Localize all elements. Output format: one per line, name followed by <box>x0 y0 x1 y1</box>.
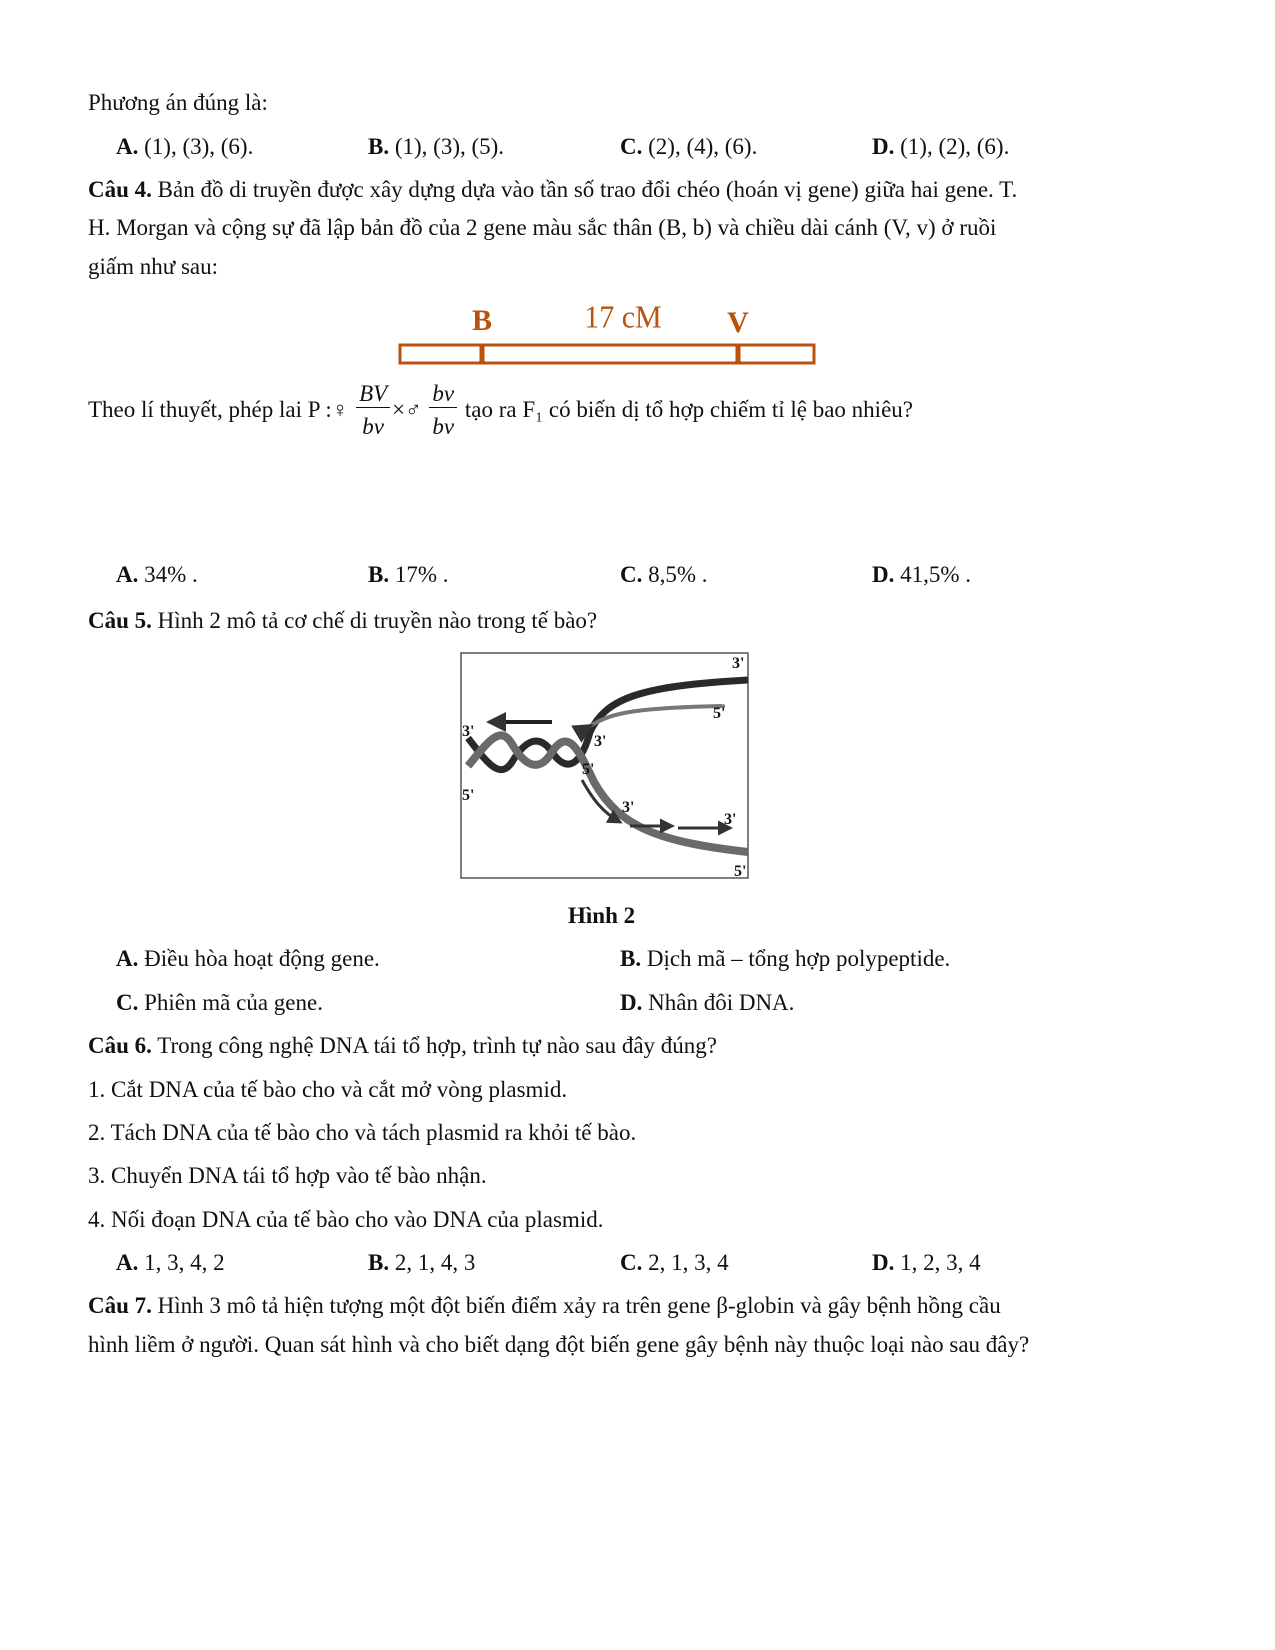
q6-question: Câu 6. Trong công nghệ DNA tái tổ hợp, trình tự nào sau đây đúng? <box>88 1033 717 1058</box>
q3-lead: Phương án đúng là: <box>88 90 268 115</box>
map-gene-v: V <box>727 306 749 339</box>
svg-text:5': 5' <box>582 761 595 778</box>
q6-option-c[interactable]: C. 2, 1, 3, 4 <box>620 1250 729 1275</box>
q3-option-a[interactable]: A. (1), (3), (6). <box>116 134 254 159</box>
figure-2-caption: Hình 2 <box>568 903 636 928</box>
svg-text:3': 3' <box>732 655 745 672</box>
q5-option-c[interactable]: C. Phiên mã của gene. <box>116 990 323 1015</box>
q4-option-a[interactable]: A. 34% . <box>116 562 198 587</box>
q5-option-d[interactable]: D. Nhân đôi DNA. <box>620 990 795 1015</box>
svg-text:3': 3' <box>594 733 607 750</box>
chromosome-bar <box>400 345 814 363</box>
svg-text:3': 3' <box>622 799 635 816</box>
q4-line2: H. Morgan và cộng sự đã lập bản đồ của 2 gene màu sắc thân (B, b) và chiều dài cánh (V, v) ở ruồi <box>88 215 997 240</box>
q3-option-c[interactable]: C. (2), (4), (6). <box>620 134 758 159</box>
male-symbol: ♂ <box>405 397 422 422</box>
q6-step-3: 3. Chuyển DNA tái tổ hợp vào tế bào nhận. <box>88 1163 487 1188</box>
q7-line2: hình liềm ở người. Quan sát hình và cho biết dạng đột biến gene gây bệnh này thuộc loại nào sau đây? <box>88 1332 1030 1357</box>
q4-option-b[interactable]: B. 17% . <box>368 562 449 587</box>
q4-option-d[interactable]: D. 41,5% . <box>872 562 972 587</box>
q6-option-b[interactable]: B. 2, 1, 4, 3 <box>368 1250 476 1275</box>
cross-p-label: P : <box>307 397 332 422</box>
female-genotype: $\frac{BV}{bv}$ <box>356 381 390 442</box>
q6-option-d[interactable]: D. 1, 2, 3, 4 <box>872 1250 981 1275</box>
svg-text:3': 3' <box>724 811 737 828</box>
q3-option-b[interactable]: B. (1), (3), (5). <box>368 134 505 159</box>
q7-line1: Câu 7. Hình 3 mô tả hiện tượng một đột biến điểm xảy ra trên gene β-globin và gây bệnh hồng cầu <box>88 1293 1001 1318</box>
q4-option-c[interactable]: C. 8,5% . <box>620 562 708 587</box>
svg-text:5': 5' <box>713 705 726 722</box>
q6-step-1: 1. Cắt DNA của tế bào cho và cắt mở vòng plasmid. <box>88 1077 568 1102</box>
svg-text:5': 5' <box>462 787 475 804</box>
map-distance: 17 cM <box>584 300 662 335</box>
q5-option-a[interactable]: A. Điều hòa hoạt động gene. <box>116 946 380 971</box>
q4-cross-line: Theo lí thuyết, phép lai P :♀ $\frac{BV}{bv}$ ×♂ $\frac{bv}{bv}$ tạo ra F₁ có biến dị tổ hợp chiếm tỉ lệ bao nhiêu? <box>88 380 913 442</box>
q5-question: Câu 5. Hình 2 mô tả cơ chế di truyền nào trong tế bào? <box>88 608 598 633</box>
q6-step-2: 2. Tách DNA của tế bào cho và tách plasmid ra khỏi tế bào. <box>88 1120 637 1145</box>
q4-line1: Câu 4. Bản đồ di truyền được xây dựng dựa vào tần số trao đổi chéo (hoán vị gene) giữa hai gene. T. <box>88 177 1018 202</box>
q6-option-a[interactable]: A. 1, 3, 4, 2 <box>116 1250 225 1275</box>
svg-text:3': 3' <box>462 723 475 740</box>
q5-option-b[interactable]: B. Dịch mã – tổng hợp polypeptide. <box>620 946 951 971</box>
female-symbol: ♀ <box>331 397 349 422</box>
q3-option-d[interactable]: D. (1), (2), (6). <box>872 134 1010 159</box>
q4-line3: giấm như sau: <box>88 254 219 279</box>
genetic-map-figure <box>390 292 830 378</box>
map-gene-b: B <box>471 304 493 337</box>
male-genotype: $\frac{bv}{bv}$ <box>429 381 457 442</box>
svg-text:5': 5' <box>734 863 747 880</box>
replication-fork-figure <box>460 652 750 880</box>
q6-step-4: 4. Nối đoạn DNA của tế bào cho vào DNA của plasmid. <box>88 1207 604 1232</box>
